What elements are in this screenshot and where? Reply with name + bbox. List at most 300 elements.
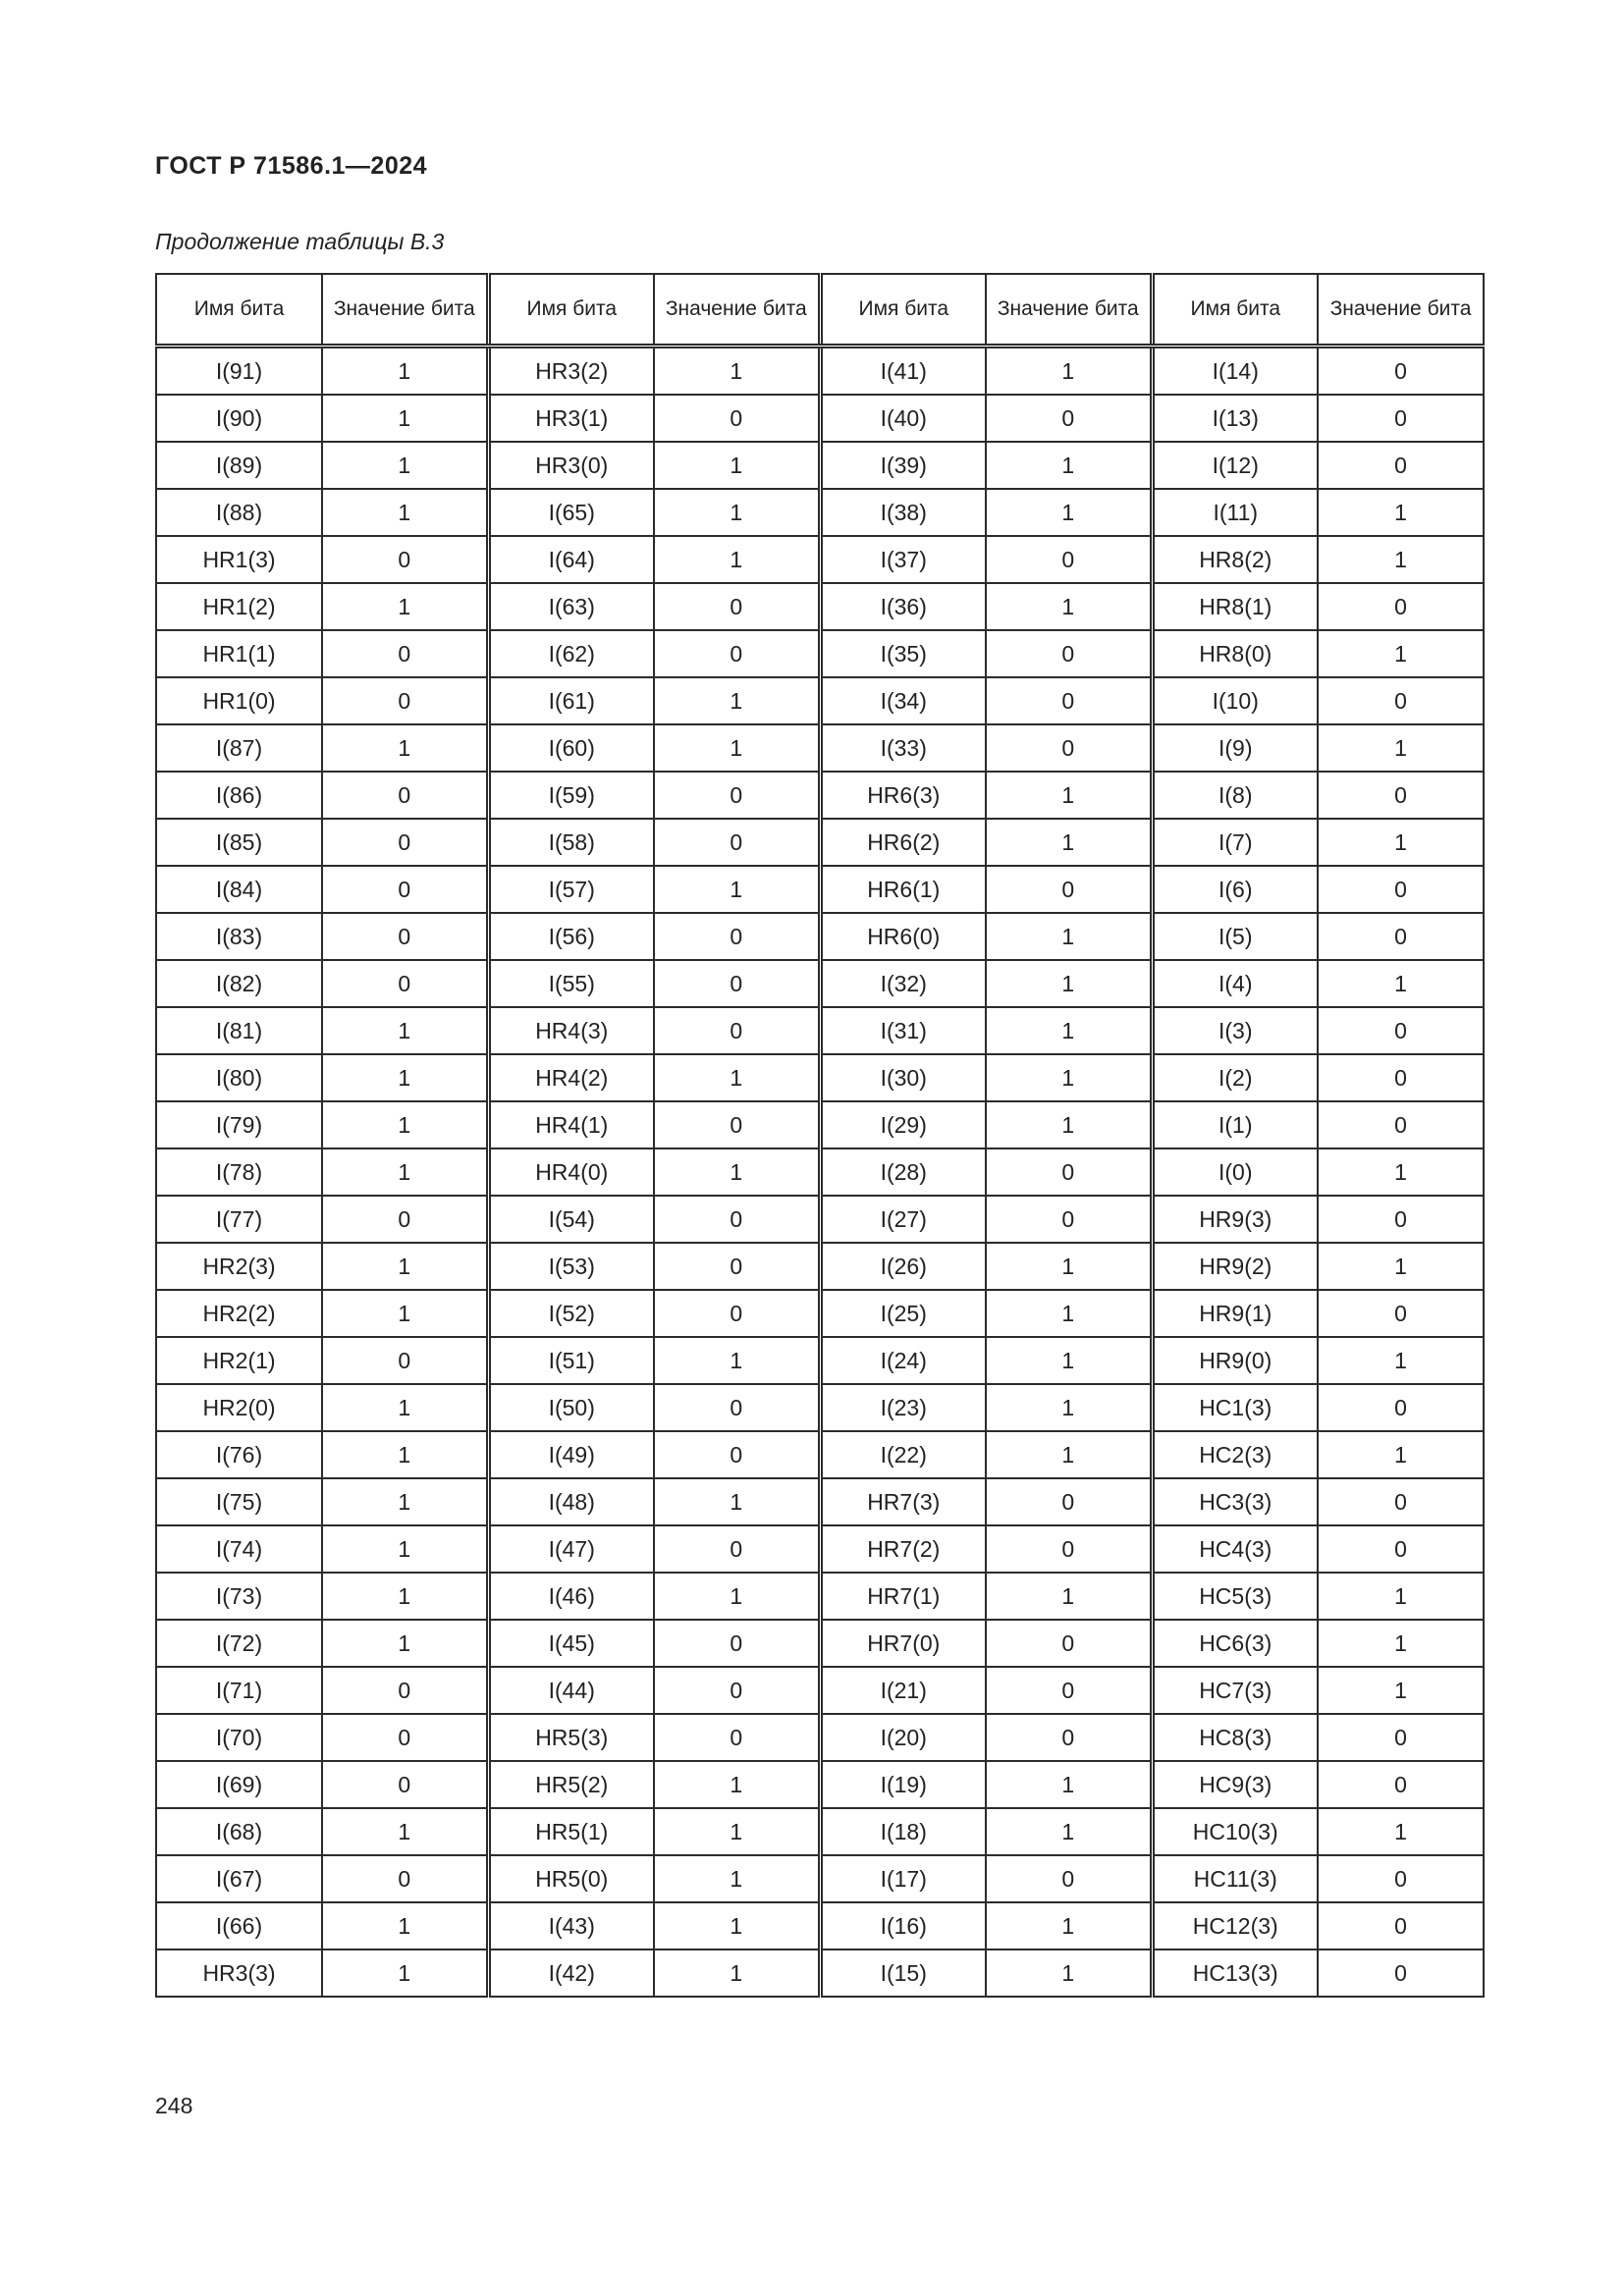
bit-value-cell: 0 xyxy=(654,1620,820,1667)
bit-value-cell: 1 xyxy=(322,1384,488,1431)
bit-value-cell: 1 xyxy=(322,1949,488,1997)
table-row xyxy=(156,395,1484,442)
bit-value-cell: 1 xyxy=(654,347,820,396)
bit-name-cell: I(35) xyxy=(820,630,986,677)
bit-name-cell: I(6) xyxy=(1152,866,1318,913)
bit-name-cell: I(49) xyxy=(488,1431,654,1478)
bit-value-cell: 1 xyxy=(986,1949,1152,1997)
table-row xyxy=(156,1384,1484,1431)
bit-value-cell: 0 xyxy=(986,1714,1152,1761)
bit-name-cell: I(45) xyxy=(488,1620,654,1667)
table-row xyxy=(156,1243,1484,1290)
bit-name-cell: I(19) xyxy=(820,1761,986,1808)
table-body xyxy=(156,347,1484,1998)
bit-value-cell: 1 xyxy=(322,1054,488,1101)
bit-value-cell: 1 xyxy=(986,1007,1152,1054)
bit-name-cell: HR7(0) xyxy=(820,1620,986,1667)
bit-value-cell: 1 xyxy=(654,536,820,583)
table-row xyxy=(156,347,1484,396)
bit-name-cell: I(37) xyxy=(820,536,986,583)
bit-value-cell: 0 xyxy=(654,772,820,819)
bit-name-cell: I(24) xyxy=(820,1337,986,1384)
column-header: Имя бита xyxy=(820,274,986,347)
bit-name-cell: I(22) xyxy=(820,1431,986,1478)
bit-name-cell: I(43) xyxy=(488,1902,654,1949)
bit-value-cell: 0 xyxy=(1318,1007,1484,1054)
bit-value-cell: 1 xyxy=(986,1337,1152,1384)
bit-name-cell: I(57) xyxy=(488,866,654,913)
table-row xyxy=(156,866,1484,913)
bit-value-cell: 0 xyxy=(654,1714,820,1761)
table-row xyxy=(156,1478,1484,1525)
bit-name-cell: I(9) xyxy=(1152,724,1318,772)
bit-value-cell: 0 xyxy=(1318,1949,1484,1997)
bit-value-cell: 0 xyxy=(1318,1101,1484,1148)
column-header: Имя бита xyxy=(488,274,654,347)
bit-value-cell: 0 xyxy=(1318,772,1484,819)
bit-name-cell: I(27) xyxy=(820,1196,986,1243)
bit-name-cell: I(30) xyxy=(820,1054,986,1101)
bit-name-cell: HC7(3) xyxy=(1152,1667,1318,1714)
bit-value-cell: 0 xyxy=(986,1620,1152,1667)
bit-value-cell: 0 xyxy=(1318,442,1484,489)
bit-name-cell: I(18) xyxy=(820,1808,986,1855)
bit-name-cell: I(13) xyxy=(1152,395,1318,442)
bit-value-cell: 0 xyxy=(654,1431,820,1478)
bit-value-cell: 0 xyxy=(654,1525,820,1573)
bit-value-cell: 1 xyxy=(986,1243,1152,1290)
bit-value-cell: 1 xyxy=(654,1761,820,1808)
bit-name-cell: I(17) xyxy=(820,1855,986,1902)
bit-name-cell: I(23) xyxy=(820,1384,986,1431)
bit-value-cell: 1 xyxy=(654,489,820,536)
bit-value-cell: 1 xyxy=(322,1431,488,1478)
bit-value-cell: 1 xyxy=(322,1525,488,1573)
bit-value-cell: 0 xyxy=(986,630,1152,677)
bit-name-cell: I(50) xyxy=(488,1384,654,1431)
bit-name-cell: I(64) xyxy=(488,536,654,583)
bit-name-cell: I(29) xyxy=(820,1101,986,1148)
bit-value-cell: 1 xyxy=(322,583,488,630)
bit-name-cell: I(73) xyxy=(156,1573,322,1620)
bit-value-cell: 1 xyxy=(654,1148,820,1196)
bit-value-cell: 1 xyxy=(986,1573,1152,1620)
table-row xyxy=(156,1431,1484,1478)
bit-name-cell: I(67) xyxy=(156,1855,322,1902)
table-row xyxy=(156,489,1484,536)
bit-name-cell: HR2(1) xyxy=(156,1337,322,1384)
bit-name-cell: HC11(3) xyxy=(1152,1855,1318,1902)
page-number: 248 xyxy=(155,2093,193,2118)
bit-name-cell: I(62) xyxy=(488,630,654,677)
bit-name-cell: I(88) xyxy=(156,489,322,536)
table-row xyxy=(156,1054,1484,1101)
bit-value-cell: 0 xyxy=(1318,677,1484,724)
bit-value-cell: 1 xyxy=(1318,724,1484,772)
document-header: ГОСТ Р 71586.1—2024 xyxy=(155,152,428,180)
bit-name-cell: I(36) xyxy=(820,583,986,630)
bit-name-cell: I(5) xyxy=(1152,913,1318,960)
bit-value-cell: 0 xyxy=(1318,395,1484,442)
bit-name-cell: I(58) xyxy=(488,819,654,866)
table-row xyxy=(156,1667,1484,1714)
bit-name-cell: HR6(1) xyxy=(820,866,986,913)
bit-name-cell: I(11) xyxy=(1152,489,1318,536)
bit-value-cell: 1 xyxy=(986,772,1152,819)
table-row xyxy=(156,1761,1484,1808)
table-caption: Продолжение таблицы В.3 xyxy=(155,229,445,254)
bit-value-cell: 1 xyxy=(322,1808,488,1855)
bit-value-cell: 0 xyxy=(322,677,488,724)
bit-name-cell: HR1(0) xyxy=(156,677,322,724)
bit-name-cell: HR5(0) xyxy=(488,1855,654,1902)
bit-value-cell: 0 xyxy=(654,1667,820,1714)
bit-value-cell: 1 xyxy=(654,1902,820,1949)
table-row xyxy=(156,1007,1484,1054)
bit-value-cell: 1 xyxy=(1318,1667,1484,1714)
bit-value-cell: 1 xyxy=(1318,536,1484,583)
bit-name-cell: I(48) xyxy=(488,1478,654,1525)
bit-value-cell: 1 xyxy=(654,677,820,724)
bit-name-cell: HC1(3) xyxy=(1152,1384,1318,1431)
bit-value-cell: 0 xyxy=(654,630,820,677)
bit-value-cell: 1 xyxy=(1318,819,1484,866)
bit-value-cell: 0 xyxy=(322,866,488,913)
bit-name-cell: I(68) xyxy=(156,1808,322,1855)
table-row xyxy=(156,630,1484,677)
bit-value-cell: 0 xyxy=(654,960,820,1007)
table-row xyxy=(156,1337,1484,1384)
table-row xyxy=(156,1196,1484,1243)
bit-name-cell: I(52) xyxy=(488,1290,654,1337)
bit-value-cell: 1 xyxy=(654,866,820,913)
bit-value-cell: 1 xyxy=(986,442,1152,489)
bit-value-cell: 1 xyxy=(986,1761,1152,1808)
bit-name-cell: I(74) xyxy=(156,1525,322,1573)
table-row xyxy=(156,960,1484,1007)
bit-value-cell: 0 xyxy=(1318,583,1484,630)
bit-name-cell: I(84) xyxy=(156,866,322,913)
bit-name-cell: I(72) xyxy=(156,1620,322,1667)
bit-name-cell: I(89) xyxy=(156,442,322,489)
bit-name-cell: HR1(2) xyxy=(156,583,322,630)
bit-value-cell: 0 xyxy=(322,1196,488,1243)
bit-name-cell: HR4(1) xyxy=(488,1101,654,1148)
bit-name-cell: HC6(3) xyxy=(1152,1620,1318,1667)
bit-value-cell: 0 xyxy=(986,677,1152,724)
bit-value-cell: 0 xyxy=(322,1761,488,1808)
bit-name-cell: I(78) xyxy=(156,1148,322,1196)
bit-value-cell: 0 xyxy=(1318,1525,1484,1573)
column-header: Значение бита xyxy=(322,274,488,347)
bit-name-cell: HC5(3) xyxy=(1152,1573,1318,1620)
bit-name-cell: I(61) xyxy=(488,677,654,724)
bit-values-table-container xyxy=(155,273,1483,1998)
bit-name-cell: HR3(3) xyxy=(156,1949,322,1997)
bit-value-cell: 0 xyxy=(1318,1054,1484,1101)
bit-name-cell: I(7) xyxy=(1152,819,1318,866)
bit-value-cell: 0 xyxy=(986,866,1152,913)
bit-value-cell: 0 xyxy=(1318,913,1484,960)
bit-value-cell: 1 xyxy=(986,1054,1152,1101)
bit-value-cell: 1 xyxy=(986,1902,1152,1949)
bit-value-cell: 1 xyxy=(1318,960,1484,1007)
bit-name-cell: I(21) xyxy=(820,1667,986,1714)
bit-name-cell: HR6(2) xyxy=(820,819,986,866)
bit-value-cell: 0 xyxy=(1318,866,1484,913)
bit-value-cell: 0 xyxy=(654,1384,820,1431)
bit-name-cell: HR9(1) xyxy=(1152,1290,1318,1337)
bit-name-cell: I(0) xyxy=(1152,1148,1318,1196)
bit-value-cell: 1 xyxy=(986,347,1152,396)
bit-name-cell: I(28) xyxy=(820,1148,986,1196)
bit-name-cell: I(71) xyxy=(156,1667,322,1714)
column-header: Имя бита xyxy=(1152,274,1318,347)
table-row xyxy=(156,442,1484,489)
bit-name-cell: I(42) xyxy=(488,1949,654,1997)
table-row xyxy=(156,913,1484,960)
bit-value-cell: 0 xyxy=(1318,1384,1484,1431)
bit-value-cell: 1 xyxy=(322,724,488,772)
bit-name-cell: HR1(3) xyxy=(156,536,322,583)
bit-value-cell: 1 xyxy=(322,347,488,396)
bit-value-cell: 0 xyxy=(1318,347,1484,396)
bit-name-cell: I(65) xyxy=(488,489,654,536)
bit-value-cell: 1 xyxy=(1318,1431,1484,1478)
bit-value-cell: 0 xyxy=(986,1148,1152,1196)
bit-value-cell: 0 xyxy=(654,819,820,866)
bit-value-cell: 1 xyxy=(654,1949,820,1997)
bit-name-cell: I(39) xyxy=(820,442,986,489)
bit-name-cell: HC2(3) xyxy=(1152,1431,1318,1478)
bit-name-cell: I(63) xyxy=(488,583,654,630)
bit-value-cell: 0 xyxy=(322,1855,488,1902)
bit-value-cell: 1 xyxy=(986,489,1152,536)
bit-value-cell: 0 xyxy=(986,1855,1152,1902)
bit-value-cell: 1 xyxy=(322,442,488,489)
bit-value-cell: 0 xyxy=(986,1196,1152,1243)
bit-value-cell: 1 xyxy=(986,583,1152,630)
column-header: Значение бита xyxy=(1318,274,1484,347)
table-row xyxy=(156,1855,1484,1902)
bit-value-cell: 1 xyxy=(654,1855,820,1902)
bit-value-cell: 0 xyxy=(322,819,488,866)
bit-name-cell: I(85) xyxy=(156,819,322,866)
bit-value-cell: 0 xyxy=(654,913,820,960)
table-row xyxy=(156,1808,1484,1855)
bit-name-cell: I(91) xyxy=(156,347,322,396)
bit-name-cell: I(4) xyxy=(1152,960,1318,1007)
bit-name-cell: I(54) xyxy=(488,1196,654,1243)
bit-name-cell: I(16) xyxy=(820,1902,986,1949)
bit-name-cell: I(2) xyxy=(1152,1054,1318,1101)
bit-value-cell: 0 xyxy=(1318,1855,1484,1902)
bit-name-cell: I(33) xyxy=(820,724,986,772)
bit-value-cell: 0 xyxy=(322,1667,488,1714)
bit-name-cell: I(26) xyxy=(820,1243,986,1290)
bit-name-cell: I(81) xyxy=(156,1007,322,1054)
table-row xyxy=(156,1949,1484,1997)
bit-value-cell: 1 xyxy=(1318,1337,1484,1384)
table-row xyxy=(156,1525,1484,1573)
column-header: Значение бита xyxy=(986,274,1152,347)
bit-value-cell: 0 xyxy=(322,536,488,583)
bit-value-cell: 0 xyxy=(322,630,488,677)
bit-value-cell: 0 xyxy=(1318,1714,1484,1761)
bit-name-cell: I(41) xyxy=(820,347,986,396)
bit-name-cell: I(53) xyxy=(488,1243,654,1290)
bit-value-cell: 1 xyxy=(986,1290,1152,1337)
table-row xyxy=(156,1573,1484,1620)
bit-name-cell: HR6(3) xyxy=(820,772,986,819)
bit-name-cell: I(60) xyxy=(488,724,654,772)
bit-value-cell: 1 xyxy=(1318,489,1484,536)
bit-name-cell: I(25) xyxy=(820,1290,986,1337)
bit-name-cell: HC10(3) xyxy=(1152,1808,1318,1855)
bit-value-cell: 0 xyxy=(654,1196,820,1243)
bit-value-cell: 0 xyxy=(986,724,1152,772)
bit-name-cell: HR2(0) xyxy=(156,1384,322,1431)
bit-name-cell: HC13(3) xyxy=(1152,1949,1318,1997)
bit-value-cell: 1 xyxy=(986,1431,1152,1478)
bit-name-cell: HR8(1) xyxy=(1152,583,1318,630)
bit-name-cell: I(8) xyxy=(1152,772,1318,819)
bit-name-cell: I(77) xyxy=(156,1196,322,1243)
bit-name-cell: HC4(3) xyxy=(1152,1525,1318,1573)
bit-value-cell: 1 xyxy=(322,1620,488,1667)
bit-values-table xyxy=(155,273,1485,1998)
bit-name-cell: I(86) xyxy=(156,772,322,819)
bit-name-cell: I(32) xyxy=(820,960,986,1007)
bit-name-cell: HR5(3) xyxy=(488,1714,654,1761)
bit-value-cell: 0 xyxy=(1318,1902,1484,1949)
bit-value-cell: 0 xyxy=(654,395,820,442)
bit-name-cell: HR8(2) xyxy=(1152,536,1318,583)
bit-name-cell: I(12) xyxy=(1152,442,1318,489)
table-row xyxy=(156,1290,1484,1337)
bit-name-cell: HR2(3) xyxy=(156,1243,322,1290)
bit-name-cell: HR4(3) xyxy=(488,1007,654,1054)
bit-name-cell: HR7(3) xyxy=(820,1478,986,1525)
bit-name-cell: HR2(2) xyxy=(156,1290,322,1337)
table-row xyxy=(156,1902,1484,1949)
bit-value-cell: 1 xyxy=(1318,1620,1484,1667)
bit-name-cell: HR5(2) xyxy=(488,1761,654,1808)
bit-name-cell: HR3(0) xyxy=(488,442,654,489)
bit-name-cell: I(3) xyxy=(1152,1007,1318,1054)
bit-value-cell: 0 xyxy=(986,395,1152,442)
bit-value-cell: 0 xyxy=(654,1101,820,1148)
bit-name-cell: I(69) xyxy=(156,1761,322,1808)
table-row xyxy=(156,1148,1484,1196)
bit-value-cell: 0 xyxy=(322,772,488,819)
bit-name-cell: HR4(0) xyxy=(488,1148,654,1196)
bit-name-cell: HR3(2) xyxy=(488,347,654,396)
bit-value-cell: 1 xyxy=(322,1290,488,1337)
bit-name-cell: I(31) xyxy=(820,1007,986,1054)
bit-value-cell: 1 xyxy=(654,1478,820,1525)
table-row xyxy=(156,677,1484,724)
table-row xyxy=(156,1714,1484,1761)
bit-name-cell: I(40) xyxy=(820,395,986,442)
bit-value-cell: 0 xyxy=(986,1478,1152,1525)
table-row xyxy=(156,583,1484,630)
bit-value-cell: 0 xyxy=(322,913,488,960)
bit-name-cell: I(79) xyxy=(156,1101,322,1148)
bit-name-cell: HR8(0) xyxy=(1152,630,1318,677)
bit-name-cell: HC12(3) xyxy=(1152,1902,1318,1949)
bit-name-cell: I(38) xyxy=(820,489,986,536)
bit-name-cell: I(46) xyxy=(488,1573,654,1620)
bit-value-cell: 0 xyxy=(1318,1478,1484,1525)
bit-name-cell: I(47) xyxy=(488,1525,654,1573)
bit-name-cell: HR3(1) xyxy=(488,395,654,442)
bit-name-cell: I(14) xyxy=(1152,347,1318,396)
bit-value-cell: 1 xyxy=(654,1337,820,1384)
bit-value-cell: 1 xyxy=(986,1384,1152,1431)
bit-value-cell: 0 xyxy=(986,1667,1152,1714)
bit-name-cell: HC8(3) xyxy=(1152,1714,1318,1761)
bit-name-cell: HR9(3) xyxy=(1152,1196,1318,1243)
bit-name-cell: I(10) xyxy=(1152,677,1318,724)
bit-value-cell: 1 xyxy=(654,724,820,772)
bit-value-cell: 1 xyxy=(322,1101,488,1148)
bit-value-cell: 0 xyxy=(986,1525,1152,1573)
bit-value-cell: 1 xyxy=(322,1478,488,1525)
bit-value-cell: 1 xyxy=(986,1808,1152,1855)
bit-name-cell: I(76) xyxy=(156,1431,322,1478)
bit-value-cell: 1 xyxy=(322,1007,488,1054)
bit-name-cell: I(56) xyxy=(488,913,654,960)
bit-name-cell: I(70) xyxy=(156,1714,322,1761)
bit-value-cell: 1 xyxy=(654,1054,820,1101)
bit-name-cell: I(34) xyxy=(820,677,986,724)
bit-value-cell: 1 xyxy=(322,1902,488,1949)
bit-value-cell: 0 xyxy=(322,1337,488,1384)
bit-value-cell: 1 xyxy=(654,442,820,489)
bit-value-cell: 1 xyxy=(322,489,488,536)
column-header: Имя бита xyxy=(156,274,322,347)
bit-name-cell: I(59) xyxy=(488,772,654,819)
bit-value-cell: 1 xyxy=(1318,630,1484,677)
bit-name-cell: HR7(1) xyxy=(820,1573,986,1620)
bit-value-cell: 0 xyxy=(1318,1290,1484,1337)
bit-name-cell: I(55) xyxy=(488,960,654,1007)
bit-value-cell: 1 xyxy=(1318,1148,1484,1196)
bit-value-cell: 1 xyxy=(986,960,1152,1007)
column-header: Значение бита xyxy=(654,274,820,347)
bit-name-cell: I(83) xyxy=(156,913,322,960)
bit-value-cell: 1 xyxy=(322,1148,488,1196)
table-row xyxy=(156,819,1484,866)
bit-value-cell: 1 xyxy=(1318,1573,1484,1620)
bit-value-cell: 1 xyxy=(322,1573,488,1620)
table-row xyxy=(156,536,1484,583)
bit-name-cell: HR9(0) xyxy=(1152,1337,1318,1384)
bit-name-cell: HR9(2) xyxy=(1152,1243,1318,1290)
bit-name-cell: HR7(2) xyxy=(820,1525,986,1573)
bit-name-cell: I(82) xyxy=(156,960,322,1007)
bit-name-cell: I(15) xyxy=(820,1949,986,1997)
bit-name-cell: I(20) xyxy=(820,1714,986,1761)
table-row xyxy=(156,1101,1484,1148)
bit-value-cell: 1 xyxy=(986,913,1152,960)
bit-name-cell: I(90) xyxy=(156,395,322,442)
bit-value-cell: 1 xyxy=(1318,1243,1484,1290)
bit-name-cell: I(80) xyxy=(156,1054,322,1101)
bit-value-cell: 1 xyxy=(986,819,1152,866)
bit-name-cell: HR4(2) xyxy=(488,1054,654,1101)
